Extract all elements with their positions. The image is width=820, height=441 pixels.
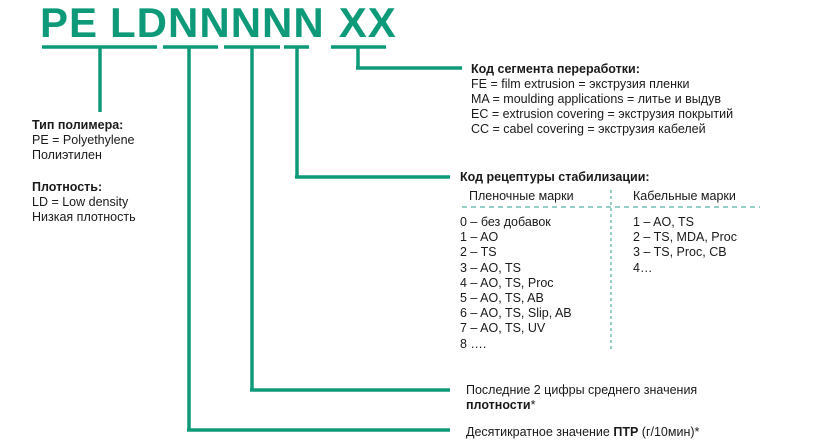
mfr-note-prefix: Десятикратное значение bbox=[466, 425, 614, 439]
density-line-1: LD = Low density bbox=[32, 195, 129, 209]
segment-item: EC = extrusion covering = экструзия покрытий bbox=[471, 107, 734, 121]
polymer-line-1: PE = Polyethylene bbox=[32, 133, 135, 147]
polymer-line-2: Полиэтилен bbox=[32, 148, 102, 162]
film-header: Пленочные марки bbox=[469, 189, 574, 203]
mfr-note-bold: ПТР bbox=[613, 425, 639, 439]
cable-item: 2 – TS, MDA, Proc bbox=[633, 230, 737, 245]
segment-title: Код сегмента переработки: bbox=[471, 62, 640, 76]
code-n2: NN bbox=[230, 0, 294, 46]
film-list bbox=[460, 215, 572, 352]
density-line-2: Низкая плотность bbox=[32, 210, 136, 224]
density-note-bold: плотности bbox=[466, 398, 531, 412]
film-item: 6 – AO, TS, Slip, AB bbox=[460, 306, 572, 321]
mfr-note-suffix: (г/10мин)* bbox=[638, 425, 700, 439]
code-n3: N bbox=[293, 0, 325, 46]
density-note-line-1: Последние 2 цифры среднего значения bbox=[466, 383, 698, 397]
cable-item: 3 – TS, Proc, CB bbox=[633, 245, 727, 260]
density-title: Плотность: bbox=[32, 180, 103, 194]
mfr-note bbox=[466, 425, 699, 440]
film-item: 2 – TS bbox=[460, 245, 497, 260]
code-n1: NN bbox=[168, 0, 231, 46]
cable-list bbox=[633, 215, 737, 276]
cable-item: 4… bbox=[633, 260, 653, 275]
film-item: 5 – AO, TS, AB bbox=[460, 291, 544, 306]
film-item: 8 …. bbox=[460, 336, 487, 351]
cable-header: Кабельные марки bbox=[633, 189, 736, 203]
film-item: 4 – AO, TS, Proc bbox=[460, 275, 554, 290]
density-block bbox=[32, 180, 136, 225]
film-item: 3 – AO, TS bbox=[460, 260, 521, 275]
stab-title-block bbox=[460, 170, 650, 185]
film-item: 7 – AO, TS, UV bbox=[460, 321, 546, 336]
density-note bbox=[466, 383, 697, 413]
segment-block bbox=[471, 62, 733, 137]
film-item: 1 – AO bbox=[460, 230, 499, 245]
film-item: 0 – без добавок bbox=[460, 215, 551, 229]
code-xx: XX bbox=[338, 0, 397, 46]
segment-item: FE = film extrusion = экструзия пленки bbox=[471, 77, 690, 91]
cable-item: 1 – AO, TS bbox=[633, 215, 694, 229]
code-pe: PE bbox=[40, 0, 99, 46]
stab-title: Код рецептуры стабилизации: bbox=[460, 170, 650, 184]
polymer-title: Тип полимера: bbox=[32, 118, 124, 132]
segment-item: MA = moulding applications = литье и выдув bbox=[471, 92, 721, 106]
density-note-tail: * bbox=[530, 398, 536, 412]
segment-item: CC = cabel covering = экструзия кабелей bbox=[471, 122, 706, 136]
polymer-block bbox=[32, 118, 135, 163]
code-ld: LD bbox=[110, 0, 169, 46]
